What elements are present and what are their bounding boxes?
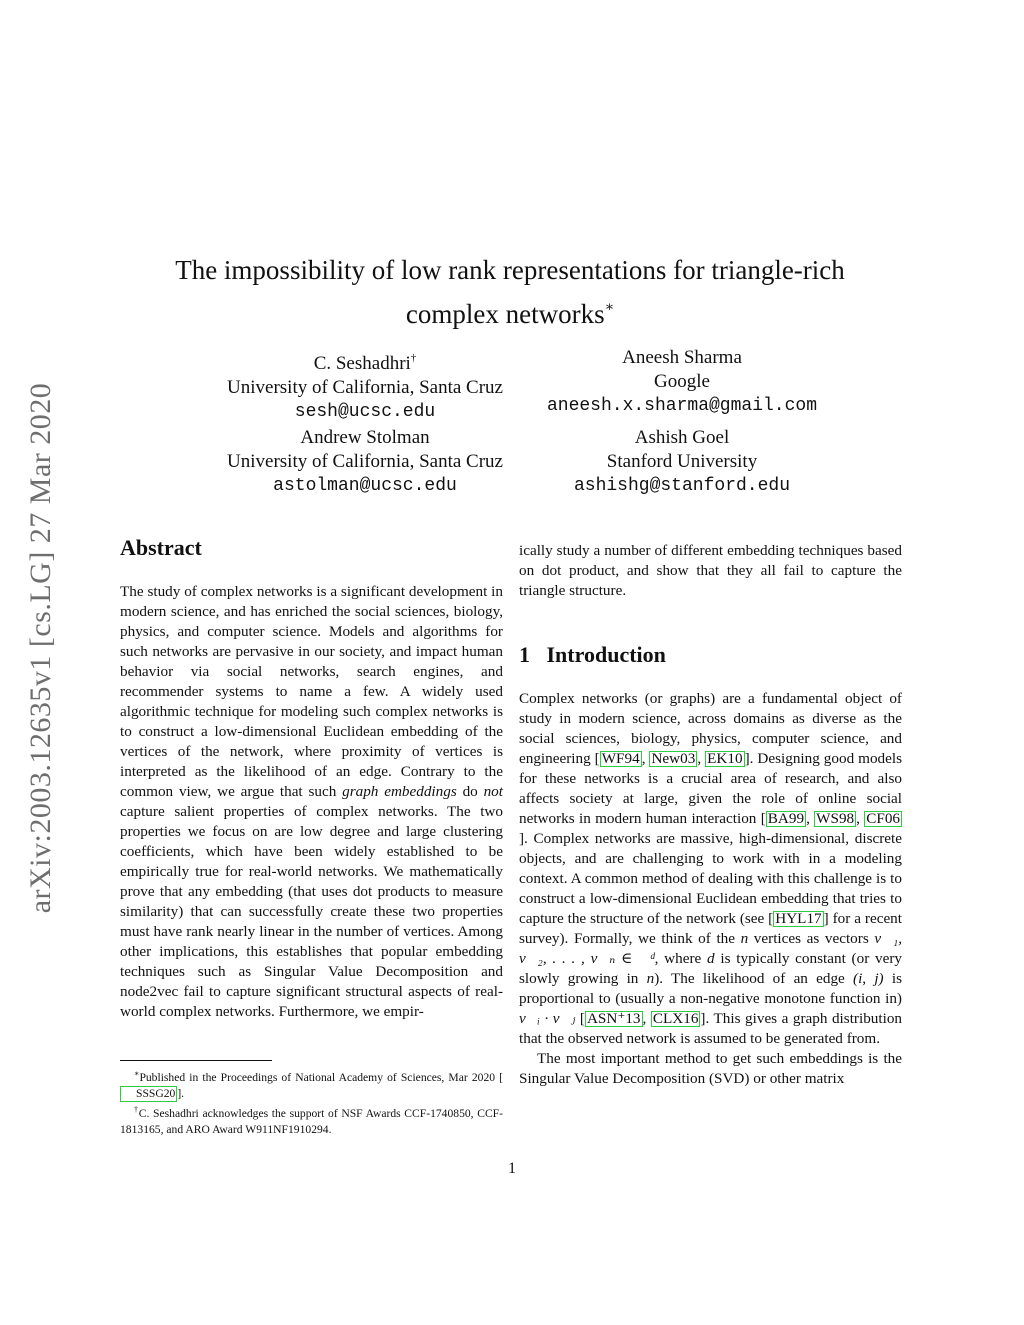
author-name: Aneesh Sharma — [622, 347, 742, 368]
author-name: C. Seshadhri† — [313, 352, 417, 374]
title-footnote-mark: ∗ — [604, 300, 615, 315]
footnotes — [120, 1066, 503, 1138]
author-block — [522, 426, 842, 498]
math-inline: n — [646, 970, 655, 987]
author-email[interactable]: aneesh.x.sharma@gmail.com — [546, 396, 818, 416]
footnote-1: ∗Published in the Proceedings of National Academy of Sciences, Mar 2020 [SSSG20 ]. — [120, 1066, 503, 1102]
author-affiliation: Google — [654, 371, 710, 392]
citation-link[interactable]: BA99 — [767, 810, 805, 827]
math-inline: (i, j) — [853, 970, 884, 987]
author-email[interactable]: sesh@ucsc.edu — [294, 402, 436, 422]
arxiv-sidebar — [16, 348, 66, 948]
intro-paragraph-1: Complex networks (or graphs) are a fundamental object of study in modern science, across domains as diverse as the social sciences, biology, physics, computer science, and engineering [ WF94 , New03 , EK10 ]. Designing good models for these networks is a crucial area of research, and also affects society at large, given the role of online social networks in modern human interaction [ BA99 , WS98 , CF06]. Complex networks are massive, high-dimensional, discrete objects, and are challenging to work with in a modeling context. A common method of dealing with this challenge is to construct a low-dimensional Euclidean embedding that tries to capture the structure of the network (see [ HYL17 ] for a recent survey). Formally, we think of the n vertices as vectors v⃗₁, v⃗₂, . . . , v⃗ₙ ∈ ℝᵈ, where d is typically constant (or very slowly growing in n). The likelihood of an edge (i, j) is proportional to (usually a non-negative monotone function in) v⃗ᵢ · v⃗ⱼ [ ASN⁺13 , CLX16 ]. This gives a graph distribution that the observed network is assumed to be generated from. — [519, 690, 903, 1047]
title-line-2: complex networks∗ — [405, 299, 615, 329]
emphasis: not — [483, 783, 503, 800]
footnote-2: †C. Seshadhri acknowledges the support of NSF Awards CCF-1740850, CCF-1813165, and ARO Award W911NF1910294. — [120, 1105, 503, 1136]
footnote-rule — [120, 1060, 272, 1061]
citation-link[interactable]: WS98 — [816, 810, 855, 827]
intro-paragraph-2: The most important method to get such embeddings is the Singular Value Decomposition (SVD) or other matrix — [519, 1050, 902, 1087]
math-inline: v⃗ᵢ · v⃗ⱼ — [519, 1010, 576, 1027]
author-block — [160, 426, 570, 498]
citation-link[interactable]: ASN⁺13 — [586, 1010, 641, 1027]
citation-link[interactable]: New03 — [651, 750, 696, 767]
emphasis: graph embeddings — [342, 783, 457, 800]
abstract-body: The study of complex networks is a significant development in modern science, and has enriched the social sciences, biology, physics, and computer science. Models and algorithms for such networks are pervasive in our society, and impact human behavior via social networks, search engines, and recommender systems to name a few. A widely used algorithmic technique for modeling such complex networks is to construct a low-dimensional Euclidean embedding of the vertices of the network, where proximity of vertices is interpreted as the likelihood of an edge. Contrary to the common view, we argue that such graph embeddings do not capture salient properties of complex networks. The two properties we focus on are low degree and large clustering coefficients, which have been widely established to be empirically true for real-world networks. We mathematically prove that any embedding (that uses dot products to measure similarity) that can successfully create these two properties must have rank nearly linear in the number of vertices. Among other implications, this establishes that popular embedding techniques such as Singular Value Decomposition and node2vec fail to capture significant structural aspects of real-world complex networks. Furthermore, we empir- — [120, 583, 503, 1020]
section-heading-introduction: 1 Introduction — [519, 642, 666, 667]
citation-link[interactable]: HYL17 — [775, 910, 822, 927]
author-affiliation: Stanford University — [606, 451, 758, 472]
introduction-body — [519, 689, 902, 1089]
abstract-heading: Abstract — [120, 535, 202, 560]
abstract-continuation: ically study a number of different embedding techniques based on dot product, and show that they all fail to capture the triangle structure. — [519, 542, 902, 599]
author-block — [160, 346, 570, 424]
author-name: Ashish Goel — [634, 427, 730, 448]
author-affiliation: University of California, Santa Cruz — [227, 451, 503, 472]
title-line-1: The impossibility of low rank representations for triangle-rich — [175, 255, 845, 285]
citation-link[interactable]: CLX16 — [652, 1010, 699, 1027]
author-email[interactable]: ashishg@stanford.edu — [573, 476, 791, 496]
arxiv-identifier: arXiv:2003.12635v1 [cs.LG] 27 Mar 2020 — [24, 382, 57, 914]
citation-link[interactable]: WF94 — [601, 750, 640, 767]
math-inline: d — [707, 950, 715, 967]
author-email[interactable]: astolman@ucsc.edu — [273, 476, 457, 496]
author-block — [522, 346, 842, 418]
paper-title — [110, 252, 910, 333]
citation-link[interactable]: EK10 — [707, 750, 743, 767]
citation-link[interactable]: SSSG20 — [120, 1086, 177, 1102]
author-name: Andrew Stolman — [300, 427, 430, 448]
page-number: 1 — [508, 1160, 516, 1177]
citation-link[interactable]: CF06 — [866, 810, 901, 827]
math-inline: v⃗₁, v⃗₂, . . . , v⃗ₙ ∈ ℝᵈ — [519, 930, 902, 967]
math-inline: n — [740, 930, 749, 947]
author-affiliation: University of California, Santa Cruz — [227, 377, 503, 398]
